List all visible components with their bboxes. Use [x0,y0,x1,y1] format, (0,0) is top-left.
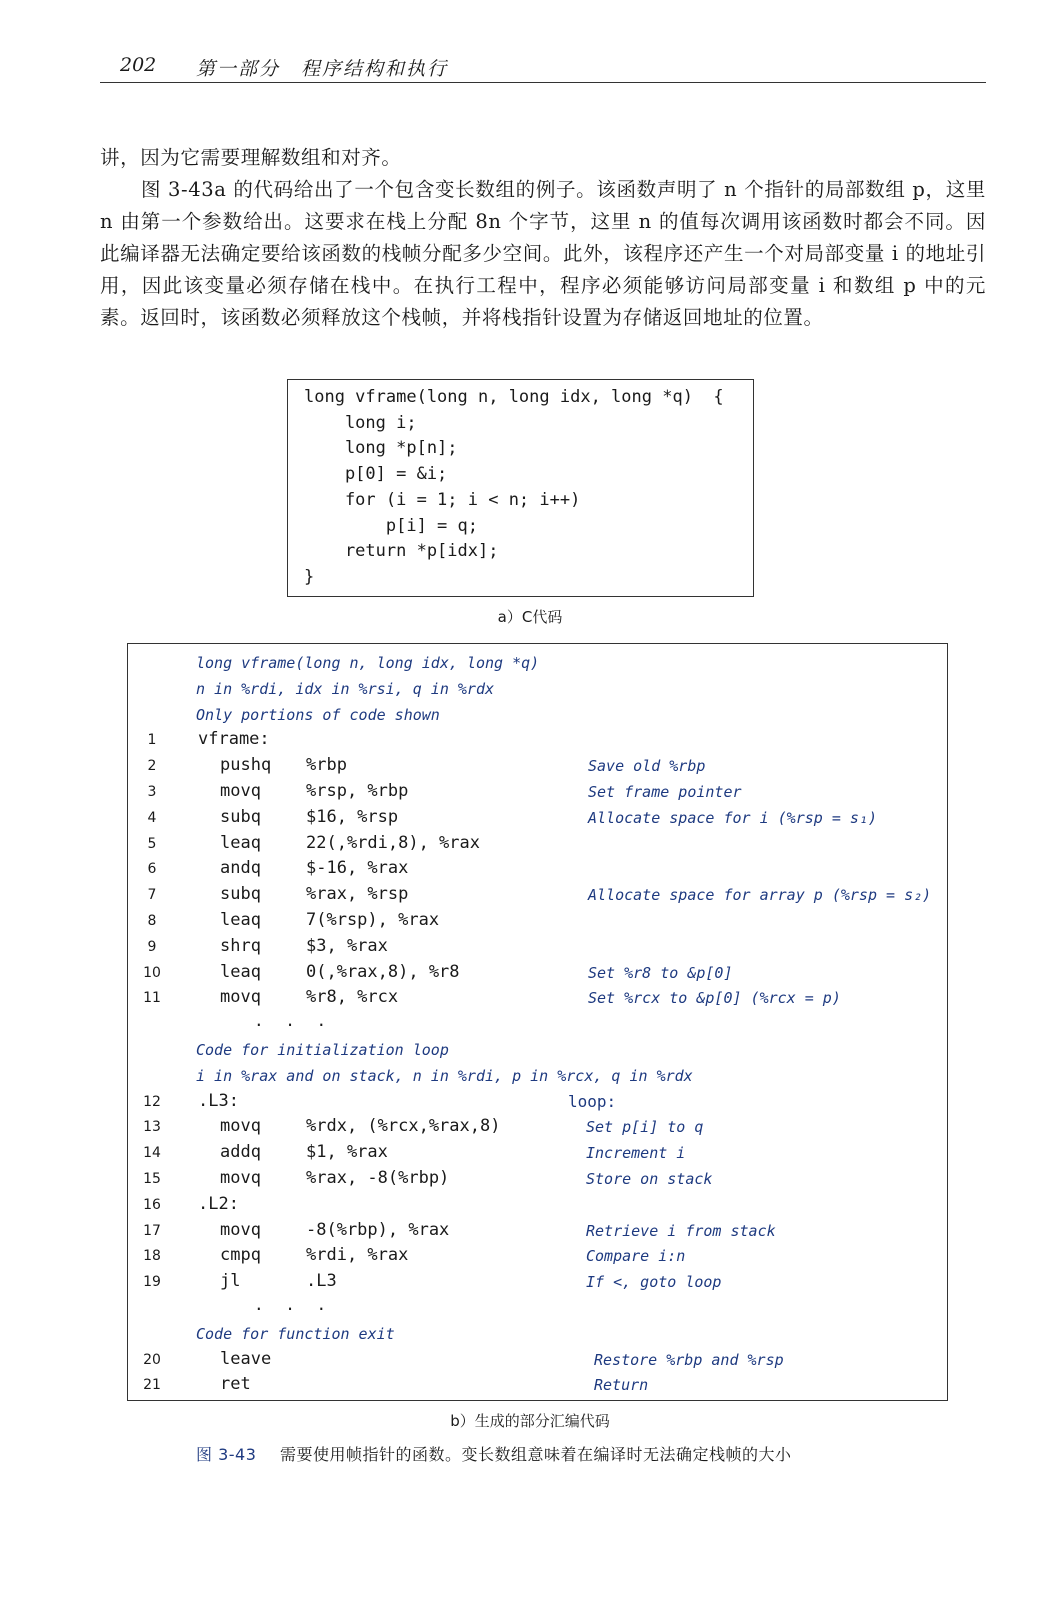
line-number: 12 [143,1093,161,1110]
asm-row [128,650,947,676]
asm-args: %rdi, %rax [306,1245,409,1266]
asm-row [128,1321,947,1347]
asm-comment: Return [594,1376,649,1395]
line-number: 8 [147,913,157,929]
figure-text: 需要使用帧指针的函数。变长数组意味着在编译时无法确定栈帧的大小 [280,1445,792,1464]
asm-op: andq [220,858,261,879]
asm-comment: Compare i:n [586,1247,686,1266]
asm-note: Code for function exit [196,1324,395,1343]
figure-number: 图 3-43 [196,1445,257,1464]
asm-row [128,1218,947,1244]
asm-row [128,805,947,831]
page-header [100,52,986,83]
asm-comment: Allocate space for array p (%rsp = s₂) [588,886,932,905]
asm-row [128,1114,947,1140]
asm-args: .L3 [306,1271,337,1292]
asm-op: subq [220,884,261,905]
asm-op: movq [220,1116,261,1137]
asm-note: Only portions of code shown [196,705,440,724]
asm-row [128,882,947,908]
asm-row [128,1192,947,1218]
asm-note: n in %rdi, idx in %rsi, q in %rdx [196,679,495,698]
line-number: 4 [147,809,157,826]
page-number: 202 [120,54,157,76]
line-number: 16 [143,1196,161,1213]
asm-row [128,934,947,960]
asm-args: %rsp, %rbp [306,781,409,801]
line-number: 11 [143,990,161,1007]
body-paragraph-2: 图 3-43a 的代码给出了一个包含变长数组的例子。该函数声明了 n 个指针的局部数组 p，这里 n 由第一个参数给出。这要求在栈上分配 8n 个字节，这里 n 的值每次调用该函数时都会不同。因此编译器无法确定要给该函数的栈帧分配多少空间。此外，该程序还产生一个对局部变量 i 的地址引用，因此该变量必须存储在栈中。在执行工程中，程序必须能够访问局部变量 i 和数组 p 中的元素。返回时，该函数必须释放这个栈帧，并将栈指针设置为存储返回地址的位置。 [100,178,986,329]
asm-row [128,779,947,805]
asm-label: .L3: [198,1090,239,1111]
asm-row [128,1347,947,1373]
asm-row [128,1269,947,1295]
asm-args: 0(,%rax,8), %r8 [306,961,460,982]
asm-row [128,1166,947,1192]
asm-row [128,985,947,1011]
line-number: 15 [143,1171,161,1187]
asm-row [128,676,947,702]
asm-comment: Set %r8 to &p[0] [588,963,733,982]
asm-args: %r8, %rcx [306,987,399,1008]
asm-op: jl [220,1271,241,1292]
asm-op: movq [220,1168,261,1188]
asm-op: subq [220,806,261,827]
line-number: 10 [143,964,161,981]
asm-note: long vframe(long n, long idx, long *q) [196,654,540,672]
line-number: 21 [143,1377,161,1394]
figure-caption [196,1442,792,1465]
asm-args: %rax, -8(%rbp) [306,1168,450,1188]
asm-row [128,1295,947,1321]
line-number: 7 [147,887,157,904]
asm-row [128,1372,947,1398]
asm-row [128,856,947,882]
asm-comment: Set %rcx to &p[0] (%rcx = p) [588,989,841,1008]
asm-note: Code for initialization loop [196,1041,449,1059]
line-number: 5 [147,835,157,852]
asm-row [128,960,947,986]
asm-row [128,702,947,728]
line-number: 2 [147,758,157,775]
caption-a: a）C代码 [497,608,563,626]
asm-args: 22(,%rdi,8), %rax [306,832,480,853]
asm-row [128,1140,947,1166]
asm-row [128,1011,947,1037]
asm-args: -8(%rbp), %rax [306,1219,450,1240]
asm-args: $1, %rax [306,1142,388,1163]
assembly-code-box [127,643,948,1401]
line-number: 18 [143,1248,161,1265]
asm-op: leaq [220,961,261,982]
asm-op: cmpq [220,1245,261,1266]
caption-b: b）生成的部分汇编代码 [450,1412,610,1430]
line-number: 9 [147,938,157,955]
asm-row [128,753,947,779]
asm-comment: Allocate space for i (%rsp = s₁) [588,808,877,827]
line-number: 19 [143,1274,161,1291]
asm-label: vframe: [198,729,270,750]
running-title: 第一部分 程序结构和执行 [196,58,449,80]
asm-op: movq [220,781,261,801]
asm-args: $16, %rsp [306,806,399,827]
asm-args: $-16, %rax [306,858,409,879]
asm-args: $3, %rax [306,935,388,956]
asm-comment: Store on stack [586,1170,713,1188]
line-number: 6 [147,861,157,878]
asm-op: leaq [220,910,261,930]
asm-comment: loop: [568,1091,617,1111]
asm-row [128,831,947,857]
asm-op: shrq [220,935,261,956]
asm-op: movq [220,1219,261,1240]
asm-comment: Increment i [586,1144,686,1163]
asm-op: leave [220,1348,272,1369]
asm-comment: Set frame pointer [588,783,742,801]
c-code-box [287,379,754,597]
line-number: 3 [147,784,157,800]
asm-row [128,1089,947,1115]
asm-comment: Save old %rbp [588,757,706,776]
c-code: long vframe(long n, long idx, long *q) { long i; long *p[n]; p[0] = &i; for (i = 1; i < n; i++) p[i] = q; return *p[idx]; } [304,387,724,587]
line-number: 17 [143,1222,161,1239]
asm-label: .L2: [198,1193,239,1214]
asm-op: leaq [220,832,261,853]
asm-args: %rdx, (%rcx,%rax,8) [306,1116,501,1137]
line-number: 13 [143,1119,161,1136]
asm-comment: If <, goto loop [586,1273,722,1292]
asm-row [128,727,947,753]
asm-note: i in %rax and on stack, n in %rdi, p in %rcx, q in %rdx [196,1066,693,1085]
asm-args: 7(%rsp), %rax [306,910,440,930]
asm-row [128,1243,947,1269]
asm-comment: Set p[i] to q [586,1118,704,1137]
asm-op: movq [220,987,261,1008]
asm-op: addq [220,1142,261,1163]
asm-row [128,1063,947,1089]
asm-row [128,1037,947,1063]
asm-op: pushq [220,755,272,776]
asm-comment: Retrieve i from stack [586,1221,776,1240]
asm-comment: Restore %rbp and %rsp [594,1350,784,1369]
asm-row [128,908,947,934]
line-number: 20 [143,1351,161,1368]
ellipsis: . . . [254,1011,333,1031]
asm-args: %rbp [306,755,347,776]
asm-op: ret [220,1374,251,1395]
line-number: 14 [143,1145,161,1162]
body-paragraph-1: 讲，因为它需要理解数组和对齐。 [100,146,402,169]
ellipsis: . . . [254,1295,333,1314]
line-number: 1 [147,732,157,749]
asm-args: %rax, %rsp [306,884,409,905]
